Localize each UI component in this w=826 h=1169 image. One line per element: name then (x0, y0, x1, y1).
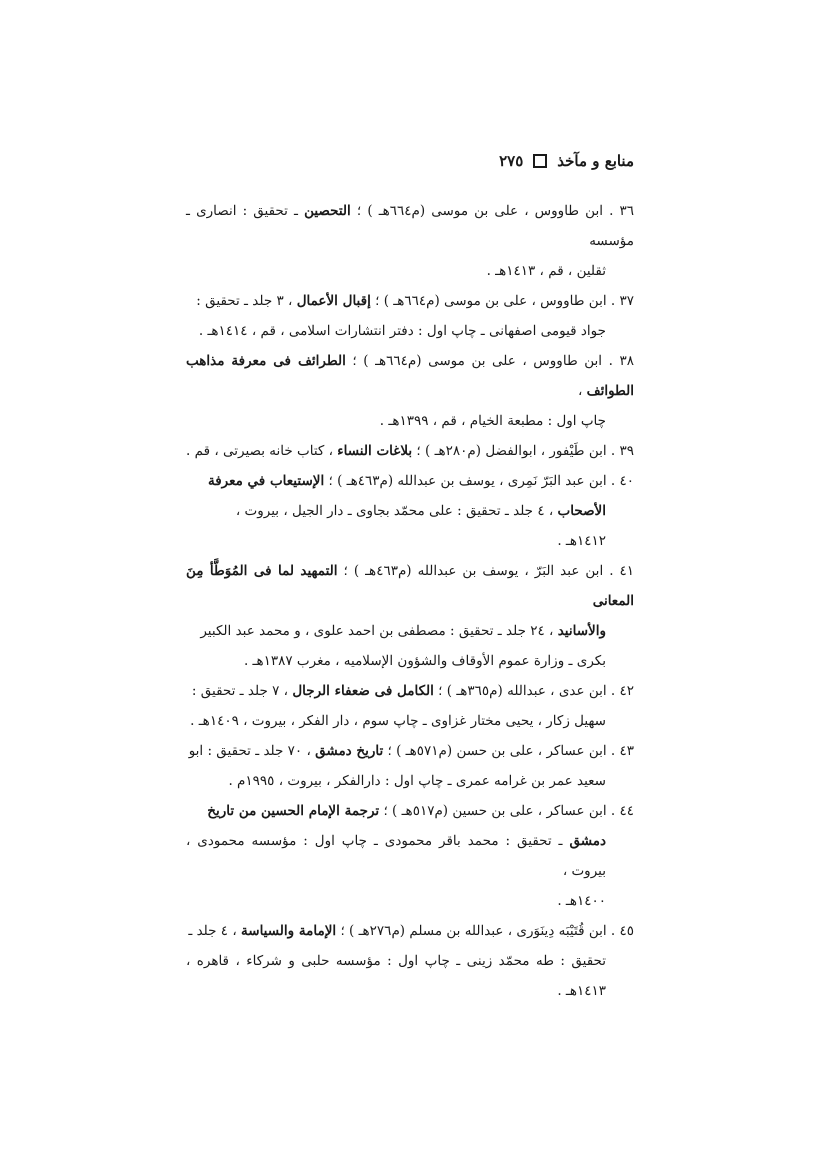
entry-title-continued: دمشق (569, 833, 606, 849)
entry-title: إقبال الأعمال (296, 293, 371, 309)
entry-number: ٤٥ . (606, 923, 634, 939)
bibliography-entry (186, 736, 634, 796)
entry-continuation: سهیل زکار ، یحیی مختار غزاوی ـ چاپ سوم ، دار الفکر ، بیروت ، ١٤٠٩هـ . (190, 713, 606, 729)
entry-text: ابن قُتَیْبَه دِینَوَری ، عبدالله بن مسلم (م٢٧٦هـ ) ؛ (336, 923, 607, 939)
entry-title: الطرائف فی معرفة مذاهب الطوائف (186, 353, 634, 399)
entry-continuation (186, 826, 634, 886)
entry-number: ٤٠ . (606, 473, 634, 489)
entry-number: ٣٧ . (606, 293, 634, 309)
entry-title-continued: والأسانید (557, 623, 606, 639)
entry-title: الکامل فی ضعفاء الرجال (292, 683, 434, 699)
entry-text: ، ٧٠ جلد ـ تحقیق : ابو (188, 743, 316, 759)
entry-number: ٤٣ . (606, 743, 634, 759)
bibliography-entry (186, 346, 634, 436)
running-header (499, 152, 634, 170)
entry-text: ابن عساکر ، علی بن حسن (م٥٧١هـ ) ؛ (383, 743, 607, 759)
entry-continuation (186, 496, 634, 526)
bibliography-entry (186, 436, 634, 466)
bibliography-entry (186, 796, 634, 916)
entry-text: ، ٢٤ جلد ـ تحقیق : مصطفی بن احمد علوی ، و محمد عبد الکبیر (200, 623, 558, 639)
entry-continuation: ١٤١٢هـ . (557, 533, 606, 549)
entry-text: ، ٤ جلد ـ (188, 923, 242, 939)
bibliography-entry (186, 466, 634, 556)
entry-number: ٣٦ . (602, 203, 634, 219)
entry-number: ٤٢ . (606, 683, 634, 699)
entry-text: ، کتاب خانه بصیرتی ، قم . (186, 443, 338, 459)
entry-text: ابن عبد البَرّ نَمِری ، یوسف بن عبدالله (م٤٦٣هـ ) ؛ (324, 473, 607, 489)
entry-text: ابن طَیْفور ، ابوالفضل (م٢٨٠هـ ) ؛ (412, 443, 607, 459)
entry-text: ابن طاووس ، علی بن موسی (م٦٦٤هـ ) ؛ (345, 353, 603, 369)
entry-text: ابن عساکر ، علی بن حسین (م٥١٧هـ ) ؛ (379, 803, 607, 819)
entry-number: ٣٨ . (602, 353, 634, 369)
entry-text: ، (577, 383, 587, 399)
entry-number: ٣٩ . (606, 443, 634, 459)
entry-continuation: ثقلین ، قم ، ١٤١٣هـ . (486, 263, 606, 279)
page-number: ٢٧٥ (499, 152, 524, 170)
entry-continuation: سعید عمر بن غرامه عمری ـ چاپ اول : دارالفکر ، بیروت ، ١٩٩٥م . (228, 773, 606, 789)
entry-text: ـ تحقیق : انصاری ـ مؤسسه (186, 203, 634, 249)
entry-title: الإمامة والسیاسة (241, 923, 337, 939)
bibliography-entry (186, 286, 634, 346)
entry-text: ابن طاووس ، علی بن موسی (م٦٦٤هـ ) ؛ (350, 203, 603, 219)
bibliography-list (186, 196, 634, 1006)
entry-text: ابن عبد البَرّ ، یوسف بن عبدالله (م٤٦٣هـ ) ؛ (337, 563, 604, 579)
entry-title: تاریخ دمشق (315, 743, 384, 759)
entry-title: ترجمة الإمام الحسین من تاریخ (207, 803, 380, 819)
square-ornament-icon (533, 154, 547, 168)
entry-continuation: ١٤٠٠هـ . (557, 893, 606, 909)
entry-continuation: چاپ اول : مطبعة الخیام ، قم ، ١٣٩٩هـ . (379, 413, 606, 429)
entry-title: التمهید لما فی المُوَطَّأ مِنَ المعانی (186, 563, 634, 609)
entry-continuation: جواد قیومی اصفهانی ـ چاپ اول : دفتر انتشارات اسلامی ، قم ، ١٤١٤هـ . (198, 323, 606, 339)
entry-text: ـ تحقیق : محمد باقر محمودی ـ چاپ اول : مؤسسه محمودی ، بیروت ، (186, 833, 606, 879)
entry-title: التحصين (304, 203, 351, 219)
bibliography-entry (186, 556, 634, 676)
bibliography-entry (186, 676, 634, 736)
entry-title-continued: الأصحاب (557, 503, 606, 519)
entry-text: ، ٧ جلد ـ تحقیق : (191, 683, 293, 699)
entry-title: الإستيعاب في معرفة (207, 473, 325, 489)
bibliography-entry (186, 196, 634, 286)
entry-title: بلاغات النساء (337, 443, 413, 459)
entry-continuation: تحقیق : طه محمّد زینی ـ چاپ اول : مؤسسه حلبی و شرکاء ، قاهره ، ١٤١٣هـ . (186, 953, 606, 999)
section-title: منابع و مآخذ (557, 152, 634, 170)
entry-continuation (186, 616, 634, 646)
bibliography-entry (186, 916, 634, 1006)
entry-number: ٤١ . (603, 563, 635, 579)
entry-text: ، ٣ جلد ـ تحقیق : (196, 293, 297, 309)
entry-number: ٤٤ . (606, 803, 634, 819)
entry-continuation: بکری ـ وزارة عموم الأوقاف والشؤون الإسلامیه ، مغرب ١٣٨٧هـ . (243, 653, 606, 669)
entry-text: ابن عدی ، عبدالله (م٣٦٥هـ ) ؛ (433, 683, 607, 699)
entry-text: ، ٤ جلد ـ تحقیق : علی محمّد بجاوی ـ دار الجیل ، بیروت ، (235, 503, 558, 519)
entry-text: ابن طاووس ، علی بن موسی (م٦٦٤هـ ) ؛ (370, 293, 607, 309)
